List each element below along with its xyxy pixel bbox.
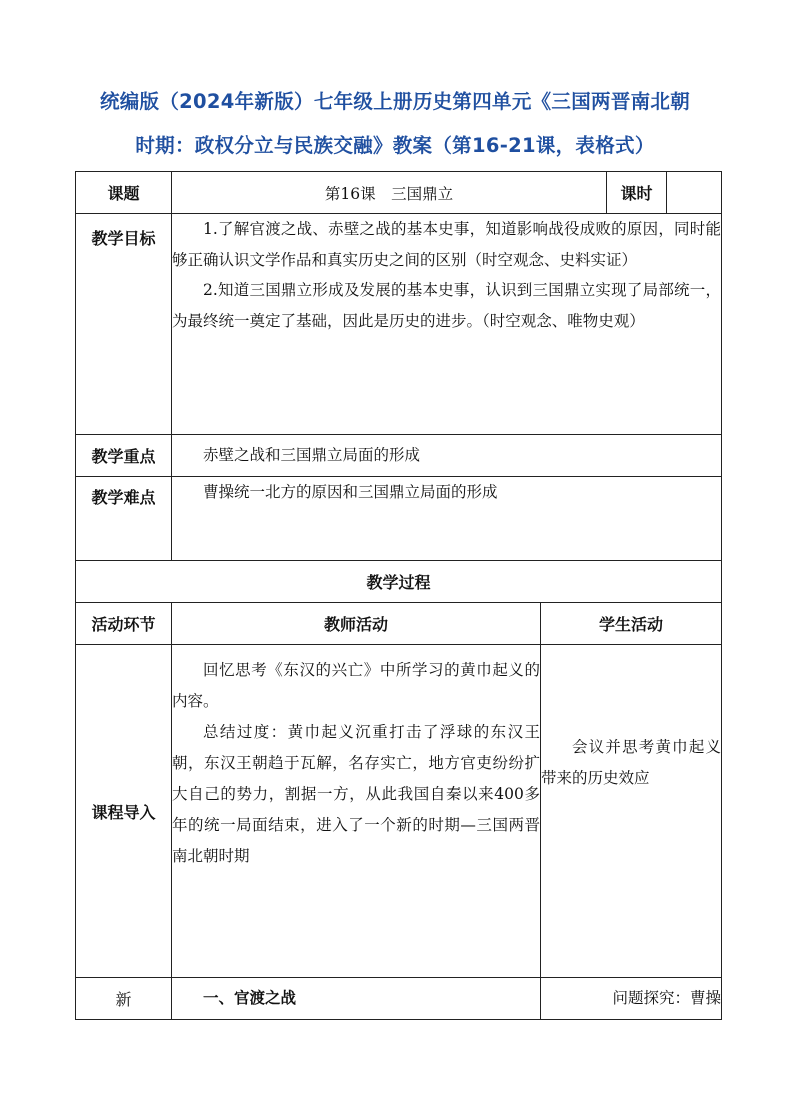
col-teacher: 教师活动: [172, 603, 541, 645]
new-teacher: 一、官渡之战: [172, 978, 541, 1020]
key-value: 赤壁之战和三国鼎立局面的形成: [172, 435, 722, 477]
lesson-value: 第16课 三国鼎立: [172, 172, 607, 214]
key-row: [76, 435, 722, 477]
goals-cell: [172, 214, 722, 435]
goals-label: 教学目标: [76, 214, 172, 435]
intro-teacher-cell: [172, 645, 541, 978]
goals-paragraph-2: 2.知道三国鼎立形成及发展的基本史事，认识到三国鼎立实现了局部统一，为最终统一奠定了基础，因此是历史的进步。（时空观念、唯物史观）: [172, 281, 722, 330]
process-header: 教学过程: [76, 561, 722, 603]
document-title: [40, 80, 750, 168]
goals-paragraph-1: 1.了解官渡之战、赤壁之战的基本史事，知道影响战役成败的原因，同时能够正确认识文学作品和真实历史之间的区别（时空观念、史料实证）: [172, 220, 722, 269]
intro-teacher-paragraph-1: 回忆思考《东汉的兴亡》中所学习的黄巾起义的内容。: [172, 661, 540, 710]
process-header-row: [76, 561, 722, 603]
new-lesson-row: [76, 978, 722, 1020]
hours-value: [667, 172, 722, 214]
lesson-row: [76, 172, 722, 214]
key-label: 教学重点: [76, 435, 172, 477]
goals-row: [76, 214, 722, 435]
new-label: 新: [76, 978, 172, 1020]
intro-teacher-paragraph-2: 总结过度：黄巾起义沉重打击了浮球的东汉王朝，东汉王朝趋于瓦解，名存实亡，地方官吏纷纷扩大自己的势力，割据一方，从此我国自秦以来400多年的统一局面结束，进入了一个新的时期—三国两晋南北朝时期: [172, 723, 540, 865]
col-student: 学生活动: [541, 603, 722, 645]
difficult-value: 曹操统一北方的原因和三国鼎立局面的形成: [172, 477, 722, 561]
difficult-label: 教学难点: [76, 477, 172, 561]
intro-label: 课程导入: [76, 645, 172, 978]
hours-label: 课时: [607, 172, 667, 214]
lesson-plan-table: [75, 171, 722, 1020]
title-line-2: 时期：政权分立与民族交融》教案（第16-21课，表格式）: [135, 134, 655, 157]
intro-student-cell: 会议并思考黄巾起义带来的历史效应: [541, 645, 722, 978]
col-stage: 活动环节: [76, 603, 172, 645]
lesson-label: 课题: [76, 172, 172, 214]
difficult-row: [76, 477, 722, 561]
title-line-1: 统编版（2024年新版）七年级上册历史第四单元《三国两晋南北朝: [99, 90, 691, 113]
new-student: 问题探究：曹操: [541, 978, 722, 1020]
intro-row: [76, 645, 722, 978]
column-header-row: [76, 603, 722, 645]
